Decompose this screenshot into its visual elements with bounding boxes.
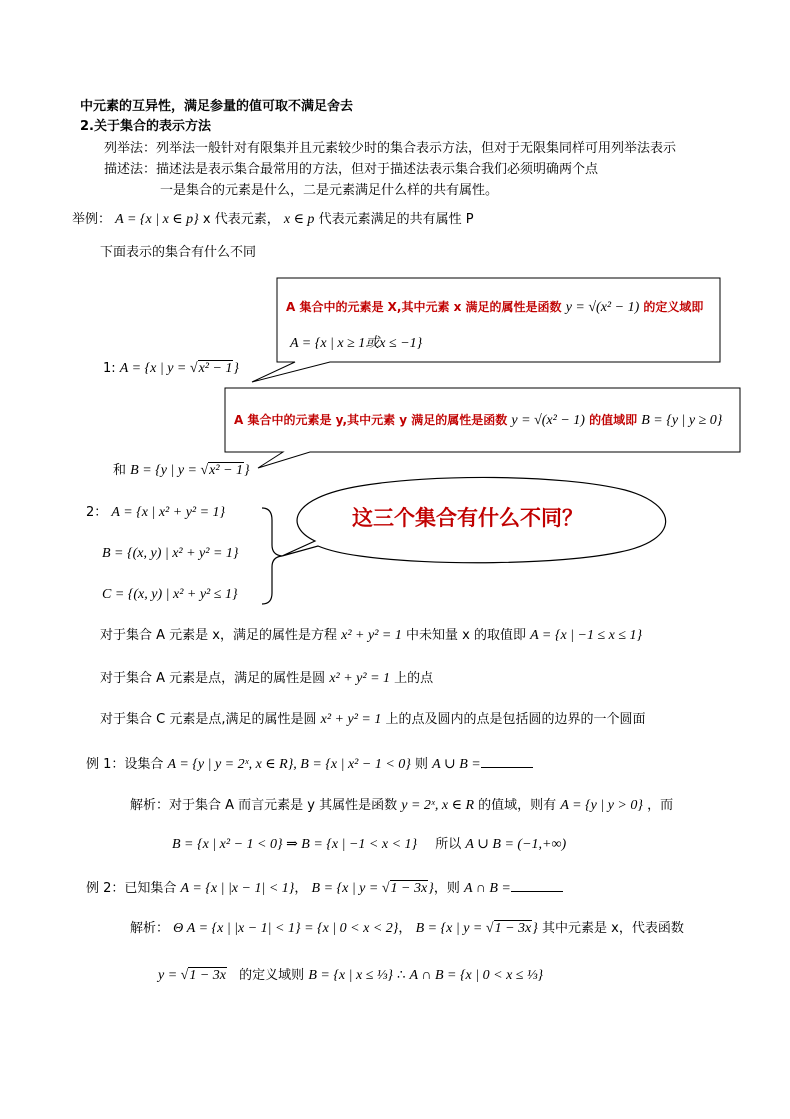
explain-b-pre: 对于集合 A 元素是点，满足的属性是圆 bbox=[100, 671, 326, 686]
ex2-line: 例 2：已知集合 A = {x | |x − 1| < 1}， B = {x | y = √1 − 3x}，则 A ∩ B = bbox=[86, 878, 563, 898]
explain-c-tail: 上的点及圆内的点是包括圆的边界的一个圆面 bbox=[385, 712, 646, 727]
callout2-line bbox=[234, 411, 722, 430]
example-label: 举例： bbox=[72, 212, 112, 227]
ex2-set-b-close: } bbox=[428, 881, 434, 896]
description-method-cont: 一是集合的元素是什么，二是元素满足什么样的共有属性。 bbox=[160, 183, 499, 198]
callout1-fn: y = √(x² − 1) bbox=[565, 300, 640, 315]
ex1-solution-1 bbox=[130, 797, 673, 815]
ex1-sol-end: ，而 bbox=[647, 798, 674, 813]
explain-c-eq: x² + y² = 1 bbox=[320, 712, 382, 727]
item1-radicand: x² − 1 bbox=[198, 361, 233, 376]
ex2-sol-b: B = {x | y = bbox=[415, 921, 486, 936]
ex1-answer-blank bbox=[481, 754, 533, 768]
ex1-sol-pre: 解析：对于集合 A 而言元素是 y 其属性是函数 bbox=[130, 798, 398, 813]
ex1-sol-b: B = {x | x² − 1 < 0} ⇒ B = {x | −1 < x < 1} bbox=[172, 837, 418, 852]
explain-c bbox=[100, 711, 646, 729]
callout-box-1 bbox=[252, 278, 720, 382]
explain-a-res: A = {x | −1 ≤ x ≤ 1} bbox=[530, 628, 643, 643]
ex2-label: 例 2：已知集合 bbox=[86, 881, 177, 896]
item1b-line: 和 B = {y | y = √x² − 1} bbox=[113, 463, 250, 478]
callout1-tail: 的定义域即 bbox=[643, 300, 704, 314]
section-heading-continued: 中元素的互异性，满足参量的值可取不满足舍去 bbox=[80, 99, 354, 114]
ex2-then: ，则 bbox=[433, 881, 460, 896]
item1-expr: A = {x | y = bbox=[119, 361, 190, 376]
example-mid: x 代表元素， bbox=[202, 212, 280, 227]
ex2-l2-b: B = {x | x ≤ ⅓} bbox=[308, 968, 393, 983]
example-line bbox=[72, 211, 474, 229]
explain-b-eq: x² + y² = 1 bbox=[329, 671, 391, 686]
ex2-question: A ∩ B = bbox=[463, 881, 511, 896]
item1b-expr: B = {y | y = bbox=[130, 463, 201, 478]
ex1-sol-a: A = {y | y > 0} bbox=[560, 798, 643, 813]
callout2-fn: y = √(x² − 1) bbox=[511, 413, 585, 428]
callout2-result: B = {y | y ≥ 0} bbox=[641, 413, 723, 428]
callout2-text: A 集合中的元素是 y,其中元素 y 满足的属性是函数 bbox=[234, 413, 508, 427]
ex2-solution-2: y = √1 − 3x 的定义域则 B = {x | x ≤ ⅓} ∴ A ∩ B = {x | 0 < x ≤ ⅓} bbox=[158, 968, 544, 983]
ex2-solution-1: 解析： Θ A = {x | |x − 1| < 1} = {x | 0 < x < 2}， B = {x | y = √1 − 3x} 其中元素是 x，代表函数 bbox=[130, 921, 684, 936]
item1-close: } bbox=[233, 361, 240, 376]
callout1-result: A = {x | x ≥ 1或x ≤ −1} bbox=[290, 336, 423, 351]
ex1-result: A ∪ B = (−1,+∞) bbox=[465, 837, 567, 852]
ex2-l2-radicand: 1 − 3x bbox=[189, 968, 227, 983]
ex2-sol-a: Θ A = {x | |x − 1| < 1} = {x | 0 < x < 2} bbox=[173, 921, 399, 936]
ex1-set-b: , B = {x | x² − 1 < 0} bbox=[293, 757, 411, 772]
ex1-sol-fn: y = 2ˣ, x ∈ R bbox=[401, 798, 475, 813]
ex1-question: A ∪ B = bbox=[432, 757, 481, 772]
example-tail: 代表元素满足的共有属性 P bbox=[318, 212, 474, 227]
item1b-close: } bbox=[244, 463, 250, 478]
ex1-label: 例 1：设集合 bbox=[86, 757, 164, 772]
callout1-text: A 集合中的元素是 X,其中元素 x 满足的属性是函数 bbox=[286, 300, 562, 314]
explain-a bbox=[100, 627, 642, 645]
item1b-label: 和 bbox=[113, 463, 127, 478]
description-method: 描述法：描述法是表示集合最常用的方法，但对于描述法表示集合我们必须明确两个点 bbox=[104, 162, 599, 177]
item2-set-c: C = {(x, y) | x² + y² ≤ 1} bbox=[102, 587, 238, 602]
item1-label: 1: bbox=[103, 361, 116, 376]
explain-b-tail: 上的点 bbox=[394, 671, 434, 686]
example-cond: x ∈ p bbox=[283, 212, 315, 227]
explain-c-pre: 对于集合 C 元素是点,满足的属性是圆 bbox=[100, 712, 317, 727]
ex2-set-a: A = {x | |x − 1| < 1} bbox=[180, 881, 295, 896]
ex1-then: 则 bbox=[415, 757, 429, 772]
ex1-solution-2 bbox=[172, 836, 566, 854]
ex2-l2-pre: y = bbox=[158, 968, 181, 983]
therefore-symbol: ∴ bbox=[397, 968, 406, 983]
explain-a-pre: 对于集合 A 元素是 x，满足的属性是方程 bbox=[100, 628, 337, 643]
ex2-sol-b-close: } bbox=[532, 921, 538, 936]
enumeration-method: 列举法：列举法一般针对有限集并且元素较少时的集合表示方法，但对于无限集同样可用列举法表示 bbox=[104, 141, 677, 156]
explain-a-eq: x² + y² = 1 bbox=[341, 628, 402, 643]
ex2-sol-comma: ， bbox=[398, 921, 412, 936]
example-set: A = {x | x ∈ p} bbox=[115, 212, 199, 227]
ex2-comma: ， bbox=[294, 881, 308, 896]
item1-line: 1: A = {x | y = √x² − 1} bbox=[103, 361, 240, 376]
item2-label: 2： bbox=[86, 505, 108, 520]
ex2-set-b: B = {x | y = bbox=[311, 881, 382, 896]
bubble-text: 这三个集合有什么不同？ bbox=[352, 506, 583, 530]
ex1-line bbox=[86, 754, 533, 774]
question-text: 下面表示的集合有什么不同 bbox=[100, 245, 257, 260]
item2-set-a: A = {x | x² + y² = 1} bbox=[111, 505, 226, 520]
item2-set-b: B = {(x, y) | x² + y² = 1} bbox=[102, 546, 239, 561]
callout2-tail: 的值域即 bbox=[589, 413, 638, 427]
ex2-sol-mid: 其中元素是 x，代表函数 bbox=[542, 921, 684, 936]
explain-a-mid: 中未知量 x 的取值即 bbox=[405, 628, 526, 643]
section-heading: 2.关于集合的表示方法 bbox=[80, 119, 211, 134]
callout1-line bbox=[286, 298, 703, 317]
ex1-so: 所以 bbox=[435, 837, 462, 852]
ex2-sol-b-radicand: 1 − 3x bbox=[494, 921, 532, 936]
ex2-set-b-radicand: 1 − 3x bbox=[390, 881, 428, 896]
ex2-l2-result: A ∩ B = {x | 0 < x ≤ ⅓} bbox=[409, 968, 544, 983]
item1b-radicand: x² − 1 bbox=[209, 463, 244, 478]
right-brace bbox=[262, 508, 282, 604]
ex2-sol-pre: 解析： bbox=[130, 921, 170, 936]
ex1-sol-mid: 的值域，则有 bbox=[478, 798, 557, 813]
ex2-l2-mid: 的定义域则 bbox=[239, 968, 305, 983]
item2-line-a bbox=[86, 504, 225, 522]
explain-b bbox=[100, 670, 433, 688]
ex2-answer-blank bbox=[511, 878, 563, 892]
ex1-set-a: A = {y | y = 2ˣ, x ∈ R} bbox=[167, 757, 294, 772]
